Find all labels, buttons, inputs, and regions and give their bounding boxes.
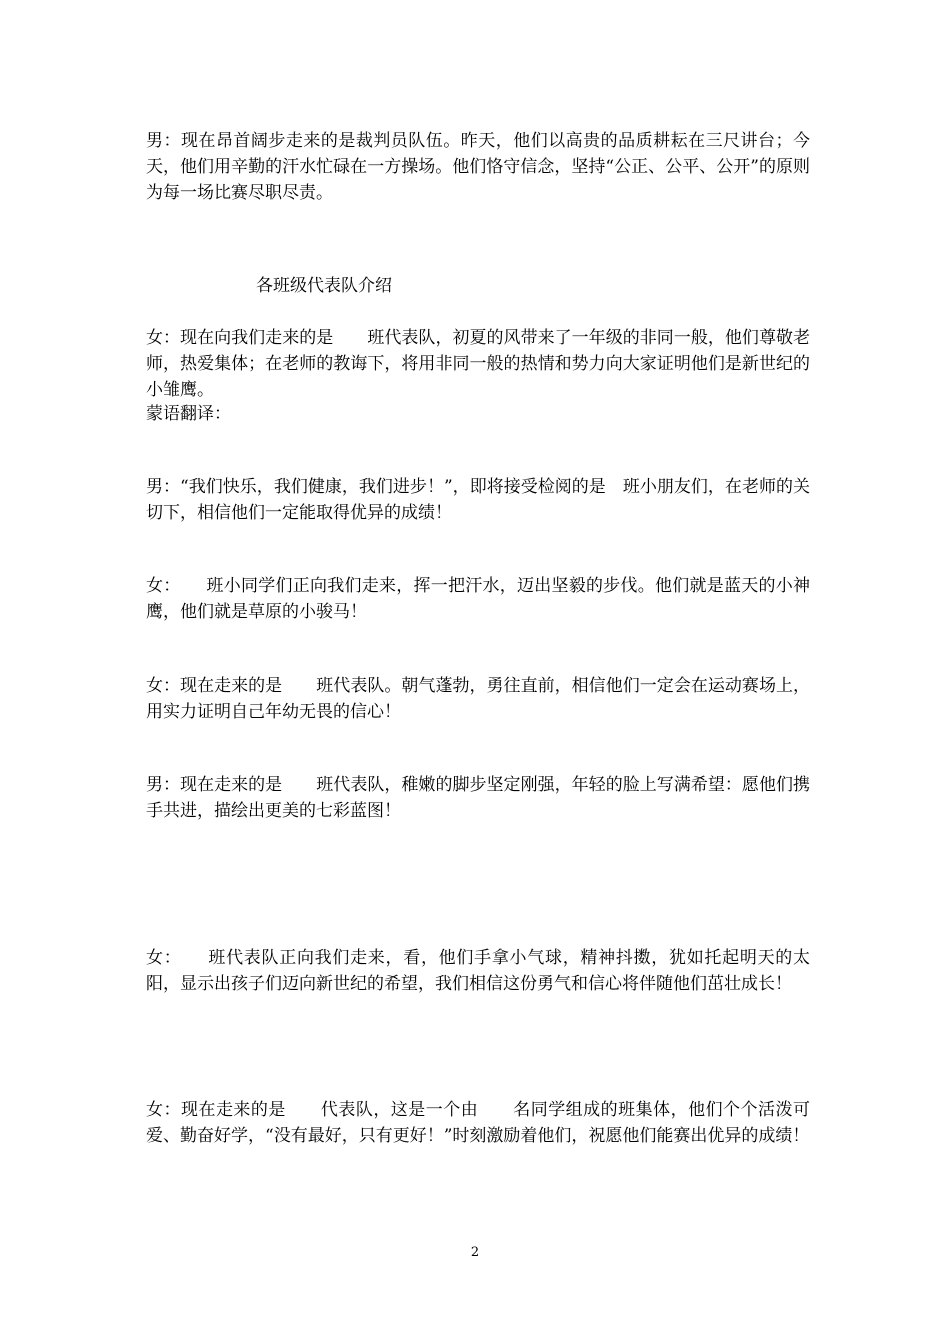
paragraph-female-5: 女： 班代表队正向我们走来，看，他们手拿小气球，精神抖擞，犹如托起明天的太阳，显示出孩子们迈向新世纪的希望，我们相信这份勇气和信心将伴随他们茁壮成长！	[146, 948, 810, 994]
mongolian-translation-label: 蒙语翻译：	[146, 404, 231, 424]
paragraph-female-2: 女： 班小同学们正向我们走来，挥一把汗水，迈出坚毅的步伐。他们就是蓝天的小神鹰，他们就是草原的小骏马！	[146, 576, 810, 622]
paragraph-male-1: 男：“我们快乐，我们健康，我们进步！”，即将接受检阅的是 班小朋友们，在老师的关切下，相信他们一定能取得优异的成绩！	[146, 477, 810, 523]
paragraph-male-4: 男：现在走来的是 班代表队，稚嫩的脚步坚定刚强，年轻的脸上写满希望：愿他们携手共进，描绘出更美的七彩蓝图！	[146, 775, 810, 821]
paragraph-intro-female: 女：现在向我们走来的是 班代表队，初夏的风带来了一年级的非同一般，他们尊敬老师，热爱集体；在老师的教诲下，将用非同一般的热情和势力向大家证明他们是新世纪的小雏鹰。	[146, 328, 810, 400]
page-number: 2	[470, 1245, 480, 1260]
paragraph-female-3: 女：现在走来的是 班代表队。朝气蓬勃，勇往直前，相信他们一定会在运动赛场上，用实力证明自己年幼无畏的信心！	[146, 676, 810, 722]
paragraph-female-6: 女：现在走来的是 代表队，这是一个由 名同学组成的班集体，他们个个活泼可爱、勤奋好学，“没有最好，只有更好！”时刻激励着他们，祝愿他们能赛出优异的成绩！	[146, 1100, 810, 1146]
section-heading: 各班级代表队介绍	[256, 276, 392, 296]
paragraph-referee-team: 男：现在昂首阔步走来的是裁判员队伍。昨天，他们以高贵的品质耕耘在三尺讲台；今天，他们用辛勤的汗水忙碌在一方操场。他们恪守信念，坚持“公正、公平、公开”的原则为每一场比赛尽职尽责。	[146, 131, 810, 203]
